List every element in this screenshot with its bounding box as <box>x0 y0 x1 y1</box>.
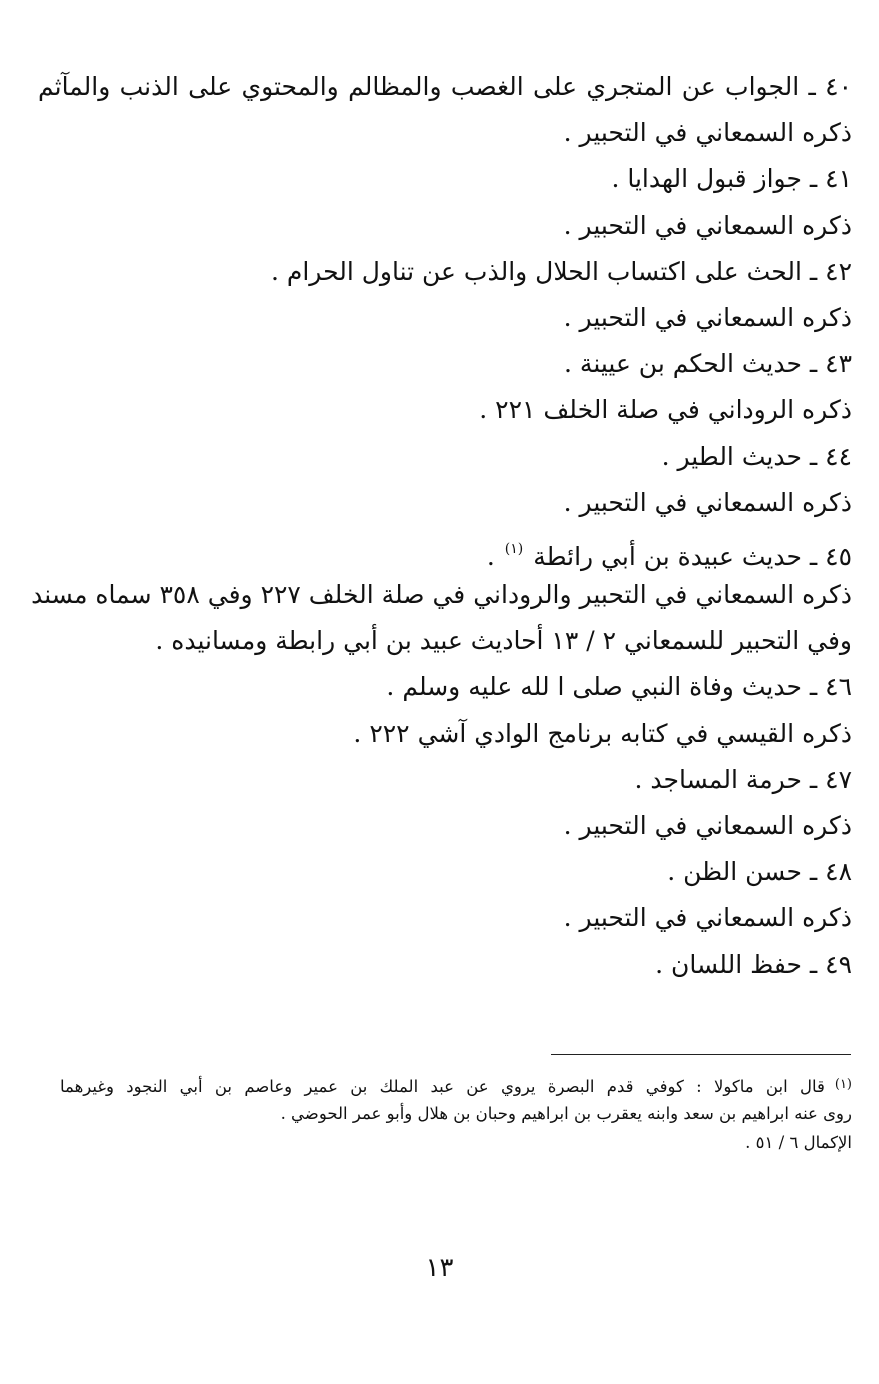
entry-source: ذكره السمعاني في التحبير . <box>563 811 852 840</box>
footnote-line: روى عنه ابراهيم بن سعد وابنه يعقرب بن ابراهيم وحبان بن هلال وأبو عمر الحوضي . <box>280 1104 852 1123</box>
entry-title-period: . <box>486 541 495 571</box>
entry-title: ٤٤ ـ حديث الطير . <box>661 441 852 471</box>
main-text <box>31 64 852 988</box>
entry-source: ذكره السمعاني في التحبير . <box>563 118 852 148</box>
entry-title: ٤٦ ـ حديث وفاة النبي صلى ا لله عليه وسلم . <box>386 672 852 702</box>
entry-title-with-footnote <box>38 526 852 572</box>
footnote-divider <box>551 1054 851 1055</box>
entry-title: ٤١ ـ جواز قبول الهدايا . <box>611 164 852 194</box>
footnote-text: قال ابن ماكولا : كوفي قدم البصرة يروي عن عبد الملك بن عمير وعاصم بن أبي النجود وغيرهما <box>60 1077 825 1096</box>
entry-source: ذكره السمعاني في التحبير . <box>563 903 852 933</box>
entry-title: ٤٧ ـ حرمة المساجد . <box>634 764 852 794</box>
entry-source: ذكره القيسي في كتابه برنامج الوادي آشي ٢٢٢ . <box>353 718 852 748</box>
entry-source: ذكره السمعاني في التحبير . <box>563 302 852 332</box>
entry-title: ٤٩ ـ حفظ اللسان . <box>655 949 852 979</box>
entry-source: ذكره السمعاني في التحبير . <box>563 487 852 517</box>
entry-title: ٤٥ ـ حديث عبيدة بن أبي رائطة <box>533 541 852 571</box>
entry-title: ٤٠ ـ الجواب عن المتجري على الغصب والمظالم والمحتوي على الذنب والمآثم <box>38 72 852 101</box>
footnotes <box>60 1070 852 1157</box>
entry-title: ٤٢ ـ الحث على اكتساب الحلال والذب عن تناول الحرام . <box>270 256 852 286</box>
entry-source: ذكره الروداني في صلة الخلف ٢٢١ . <box>479 395 852 425</box>
entry-source: ذكره السمعاني في التحبير . <box>563 210 852 240</box>
page-number: ١٣ <box>425 1253 454 1283</box>
footnote-reference: (١) <box>504 540 524 557</box>
entry-source: ذكره السمعاني في التحبير والروداني في صلة الخلف ٢٢٧ وفي ٣٥٨ سماه مسند <box>31 580 852 610</box>
entry-source-continued: وفي التحبير للسمعاني ٢ / ١٣ أحاديث عبيد بن أبي رابطة ومسانيده . <box>155 626 852 656</box>
entry-title: ٤٣ ـ حديث الحكم بن عيينة . <box>564 349 852 379</box>
footnote-line <box>60 1070 852 1099</box>
footnote-marker: (١) <box>834 1077 852 1092</box>
entry-title: ٤٨ ـ حسن الظن . <box>667 857 852 887</box>
footnote-line: الإكمال ٦ / ٥١ . <box>745 1133 852 1152</box>
